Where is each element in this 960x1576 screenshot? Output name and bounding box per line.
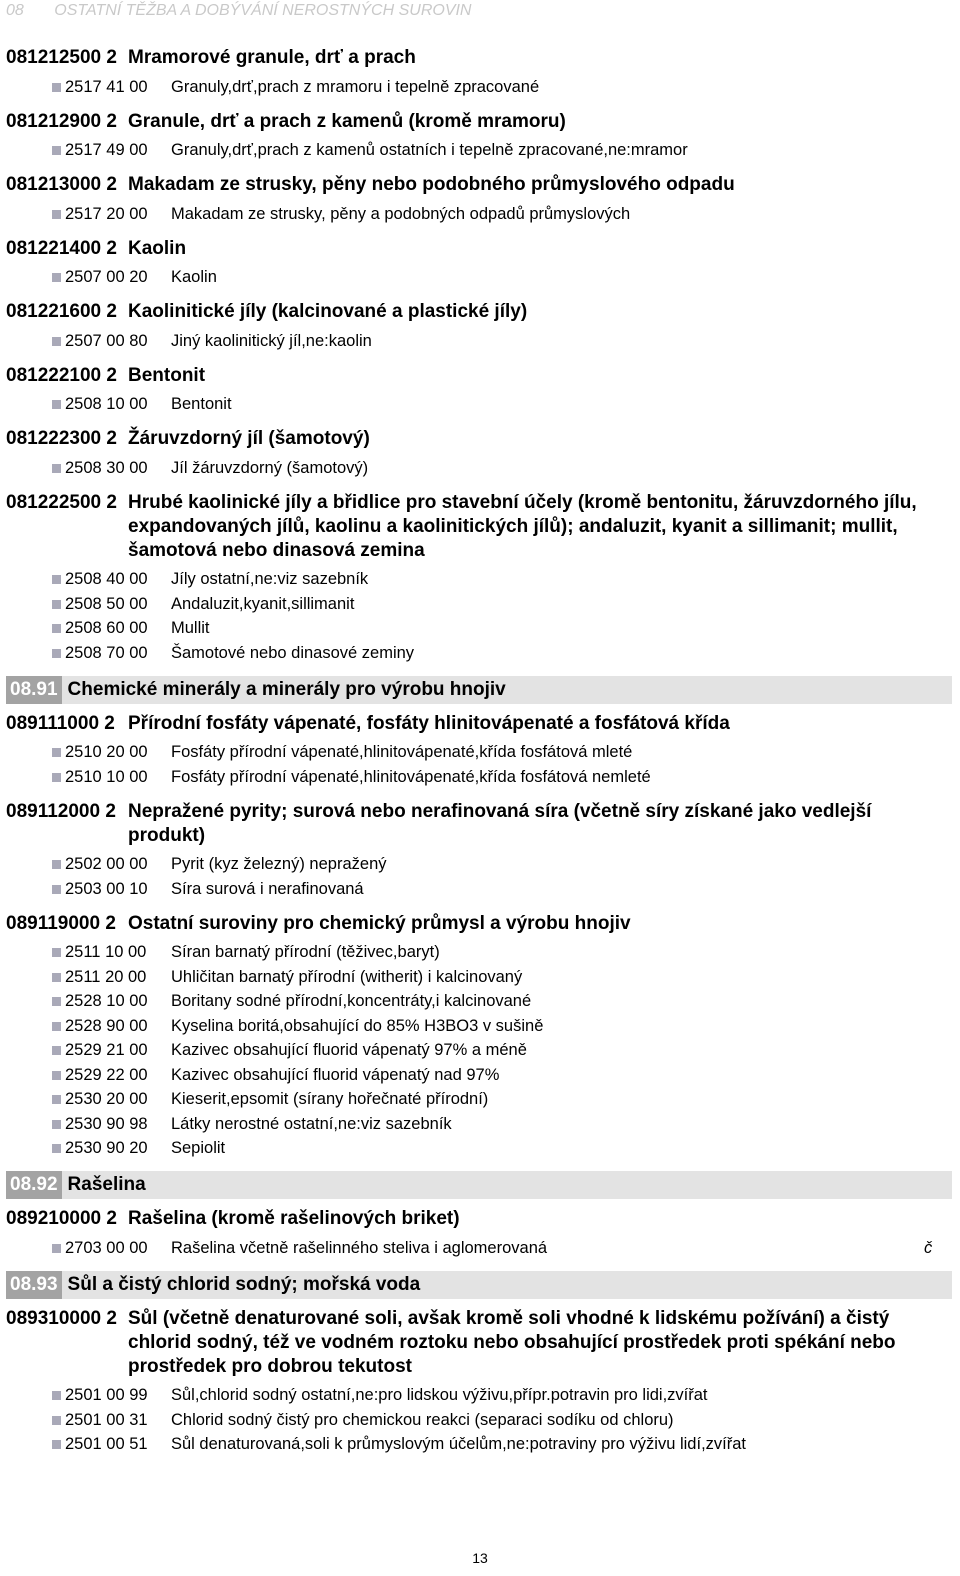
bullet-square-icon [52, 973, 61, 982]
entry-code: 081221400 2 [6, 237, 117, 259]
entry-title: Sůl (včetně denaturované soli, avšak kromě soli vhodné k lidskému požívání) a čistý chlorid sodný, též ve vodném roztoku nebo obsahující prostředek proti spékání nebo prostředek pro dobrou tekutost [128, 1307, 896, 1377]
entry [6, 491, 952, 666]
entry-title: Granule, drť a prach z kamenů (kromě mramoru) [128, 110, 566, 132]
item-description: Jíl žáruvzdorný (šamotový) [171, 458, 369, 477]
item-code: 2501 00 99 [65, 1386, 148, 1405]
list-item [6, 139, 952, 164]
item-code: 2511 20 00 [65, 967, 147, 986]
entry-heading [6, 912, 952, 936]
item-description: Fosfáty přírodní vápenaté,hlinitovápenaté,křída fosfátová nemleté [171, 767, 651, 786]
bullet-square-icon [52, 1391, 61, 1400]
item-description: Granuly,drť,prach z mramoru i tepelně zpracované [171, 77, 540, 96]
bullet-square-icon [52, 600, 61, 609]
item-description: Chlorid sodný čistý pro chemickou reakci (separaci sodíku od chloru) [171, 1410, 674, 1429]
bullet-square-icon [52, 748, 61, 757]
item-code: 2529 21 00 [65, 1041, 148, 1060]
section-header [6, 676, 952, 704]
item-description: Uhličitan barnatý přírodní (witherit) i kalcinovaný [171, 967, 523, 986]
item-description: Pyrit (kyz železný) nepražený [171, 855, 387, 874]
item-code: 2508 30 00 [65, 458, 148, 477]
item-list [6, 393, 952, 418]
section-header [6, 1271, 952, 1299]
entry [6, 912, 952, 1162]
list-item [6, 1063, 952, 1088]
item-description: Bentonit [171, 395, 232, 414]
item-code: 2502 00 00 [65, 855, 148, 874]
entry-title: Mramorové granule, drť a prach [128, 47, 416, 68]
entry-code: 081222300 2 [6, 428, 117, 449]
entry-code: 089119000 2 [6, 912, 116, 934]
list-item [6, 741, 952, 766]
bullet-square-icon [52, 1416, 61, 1425]
item-description: Látky nerostné ostatní,ne:viz sazebník [171, 1114, 452, 1133]
bullet-square-icon [52, 1244, 61, 1253]
bullet-square-icon [52, 649, 61, 658]
entry-code: 081213000 2 [6, 174, 117, 195]
section-title: Rašelina [67, 1174, 146, 1195]
item-description: Kaolin [171, 268, 217, 287]
item-list [6, 329, 952, 354]
item-list [6, 202, 952, 227]
bullet-square-icon [52, 400, 61, 409]
entry [6, 1307, 952, 1458]
entry-title: Kaolinitické jíly (kalcinované a plastické jíly) [128, 301, 528, 322]
bullet-square-icon [52, 997, 61, 1006]
entry [6, 712, 952, 790]
item-description: Šamotové nebo dinasové zeminy [171, 643, 415, 662]
bullet-square-icon [52, 464, 61, 473]
item-description: Rašelina včetně rašelinného steliva i aglomerovaná [171, 1238, 548, 1257]
entry-code: 081212900 2 [6, 110, 117, 132]
item-code: 2530 90 98 [65, 1114, 148, 1133]
item-list [6, 1384, 952, 1458]
item-description: Síra surová i nerafinovaná [171, 879, 364, 898]
entry [6, 46, 952, 100]
entry [6, 110, 952, 164]
entry-title: Hrubé kaolinické jíly a břidlice pro stavební účely (kromě bentonitu, žáruvzdorného jílu, expandovaných jílů, kaolinu a kaolinitických jílů); andaluzit, kyanit a sillimanit; mullit, šamotová nebo dinasová zemina [128, 491, 917, 561]
item-description: Kazivec obsahující fluorid vápenatý nad 97% [171, 1065, 500, 1084]
item-list [6, 941, 952, 1162]
item-code: 2510 20 00 [65, 743, 148, 762]
list-item [6, 329, 952, 354]
item-code: 2517 41 00 [65, 77, 148, 96]
item-description: Sůl,chlorid sodný ostatní,ne:pro lidskou výživu,přípr.potravin pro lidi,zvířat [171, 1386, 708, 1405]
entry-heading [6, 46, 952, 70]
section-code: 08.92 [6, 1171, 62, 1199]
entry-title: Kaolin [128, 237, 187, 259]
list-item [6, 1408, 952, 1433]
entry-code: 089111000 2 [6, 712, 115, 734]
running-header [6, 2, 471, 20]
entry-heading [6, 110, 952, 134]
section-title: Chemické minerály a minerály pro výrobu hnojiv [67, 678, 506, 700]
entry-heading [6, 237, 952, 261]
item-description: Kyselina boritá,obsahující do 85% H3BO3 v sušině [171, 1016, 544, 1035]
item-description: Kieserit,epsomit (sírany hořečnaté přírodní) [171, 1090, 489, 1109]
section-code: 08.91 [6, 676, 62, 704]
entry-heading [6, 364, 952, 388]
item-description: Makadam ze strusky, pěny a podobných odpadů průmyslových [171, 204, 631, 223]
entry-title: Ostatní suroviny pro chemický průmysl a výrobu hnojiv [128, 912, 631, 934]
bullet-square-icon [52, 1144, 61, 1153]
bullet-square-icon [52, 273, 61, 282]
entry-heading [6, 300, 952, 324]
list-item [6, 266, 952, 291]
bullet-square-icon [52, 1071, 61, 1080]
bullet-square-icon [52, 948, 61, 957]
list-item [6, 853, 952, 878]
item-list [6, 75, 952, 100]
item-list [6, 139, 952, 164]
entry-code: 081222100 2 [6, 364, 117, 386]
chapter-title: OSTATNÍ TĚŽBA A DOBÝVÁNÍ NEROSTNÝCH SUROVIN [54, 2, 472, 19]
entry [6, 173, 952, 227]
item-code: 2517 49 00 [65, 141, 148, 160]
bullet-square-icon [52, 146, 61, 155]
entry [6, 364, 952, 418]
section-code: 08.93 [6, 1271, 62, 1299]
entry-title: Žáruvzdorný jíl (šamotový) [128, 428, 370, 449]
item-code: 2508 60 00 [65, 619, 148, 638]
list-item [6, 941, 952, 966]
item-list [6, 266, 952, 291]
item-code: 2507 00 80 [65, 331, 148, 350]
item-code: 2528 90 00 [65, 1016, 148, 1035]
item-list [6, 741, 952, 790]
item-list [6, 1236, 952, 1261]
item-list [6, 456, 952, 481]
item-code: 2517 20 00 [65, 204, 148, 223]
list-item [6, 1088, 952, 1113]
entry-heading [6, 173, 952, 197]
entry-heading [6, 1207, 952, 1231]
item-code: 2528 10 00 [65, 992, 148, 1011]
list-item [6, 965, 952, 990]
entry-heading [6, 800, 952, 848]
item-code: 2703 00 00 [65, 1238, 148, 1257]
bullet-square-icon [52, 337, 61, 346]
list-item [6, 75, 952, 100]
entry-title: Nepražené pyrity; surová nebo nerafinovaná síra (včetně síry získané jako vedlejší produkt) [128, 800, 872, 846]
bullet-square-icon [52, 624, 61, 633]
entry [6, 300, 952, 354]
bullet-square-icon [52, 773, 61, 782]
item-description: Kazivec obsahující fluorid vápenatý 97% a méně [171, 1041, 527, 1060]
list-item [6, 990, 952, 1015]
list-item [6, 1384, 952, 1409]
entry-code: 089210000 2 [6, 1208, 117, 1229]
classification-list [6, 46, 952, 1467]
item-code: 2529 22 00 [65, 1065, 148, 1084]
item-description: Granuly,drť,prach z kamenů ostatních i tepelně zpracované,ne:mramor [171, 141, 688, 160]
item-code: 2508 50 00 [65, 594, 148, 613]
list-item [6, 1014, 952, 1039]
bullet-square-icon [52, 1095, 61, 1104]
list-item [6, 1236, 952, 1261]
item-code: 2511 10 00 [65, 943, 147, 962]
item-code: 2530 20 00 [65, 1090, 148, 1109]
list-item [6, 641, 952, 666]
entry-title: Makadam ze strusky, pěny nebo podobného průmyslového odpadu [128, 174, 735, 195]
entry-heading [6, 427, 952, 451]
item-code: 2508 70 00 [65, 643, 148, 662]
item-description: Boritany sodné přírodní,koncentráty,i kalcinované [171, 992, 532, 1011]
item-list [6, 853, 952, 902]
list-item [6, 877, 952, 902]
item-description: Sůl denaturovaná,soli k průmyslovým účelům,ne:potraviny pro výživu lidí,zvířat [171, 1435, 746, 1454]
item-code: 2508 10 00 [65, 395, 148, 414]
list-item [6, 765, 952, 790]
list-item [6, 393, 952, 418]
entry-title: Bentonit [128, 364, 206, 386]
list-item [6, 1039, 952, 1064]
bullet-square-icon [52, 210, 61, 219]
entry-heading [6, 491, 952, 563]
entry [6, 800, 952, 902]
item-list [6, 568, 952, 666]
item-code: 2503 00 10 [65, 879, 148, 898]
item-description: Síran barnatý přírodní (těživec,baryt) [171, 943, 440, 962]
item-description: Sepiolit [171, 1139, 226, 1158]
entry-title: Přírodní fosfáty vápenaté, fosfáty hlinitovápenaté a fosfátová křída [128, 712, 730, 734]
entry [6, 427, 952, 481]
entry-heading [6, 1307, 952, 1379]
item-description: Mullit [171, 619, 210, 638]
section-header [6, 1171, 952, 1199]
item-code: 2507 00 20 [65, 268, 148, 287]
list-item [6, 1112, 952, 1137]
list-item [6, 456, 952, 481]
list-item [6, 1433, 952, 1458]
entry [6, 237, 952, 291]
item-code: 2508 40 00 [65, 570, 148, 589]
entry-heading [6, 712, 952, 736]
item-description: Jíly ostatní,ne:viz sazebník [171, 570, 369, 589]
entry [6, 1207, 952, 1261]
item-code: 2501 00 51 [65, 1435, 148, 1454]
list-item [6, 617, 952, 642]
item-description: Jiný kaolinitický jíl,ne:kaolin [171, 331, 372, 350]
bullet-square-icon [52, 83, 61, 92]
item-code: 2501 00 31 [65, 1410, 148, 1429]
entry-code: 089112000 2 [6, 800, 116, 822]
bullet-square-icon [52, 860, 61, 869]
list-item [6, 1137, 952, 1162]
bullet-square-icon [52, 575, 61, 584]
entry-code: 081221600 2 [6, 301, 117, 322]
entry-code: 081222500 2 [6, 491, 117, 513]
bullet-square-icon [52, 1120, 61, 1129]
bullet-square-icon [52, 885, 61, 894]
list-item [6, 202, 952, 227]
item-description: Andaluzit,kyanit,sillimanit [171, 594, 355, 613]
item-code: 2510 10 00 [65, 767, 148, 786]
entry-code: 081212500 2 [6, 47, 117, 68]
entry-code: 089310000 2 [6, 1307, 117, 1329]
list-item [6, 592, 952, 617]
page-number: 13 [472, 1550, 488, 1566]
item-mark: č [924, 1238, 933, 1257]
entry-title: Rašelina (kromě rašelinových briket) [128, 1208, 460, 1229]
list-item [6, 568, 952, 593]
section-title: Sůl a čistý chlorid sodný; mořská voda [67, 1273, 421, 1295]
bullet-square-icon [52, 1440, 61, 1449]
item-description: Fosfáty přírodní vápenaté,hlinitovápenaté,křída fosfátová mleté [171, 743, 633, 762]
bullet-square-icon [52, 1046, 61, 1055]
bullet-square-icon [52, 1022, 61, 1031]
chapter-number: 08 [6, 2, 24, 19]
item-code: 2530 90 20 [65, 1139, 148, 1158]
